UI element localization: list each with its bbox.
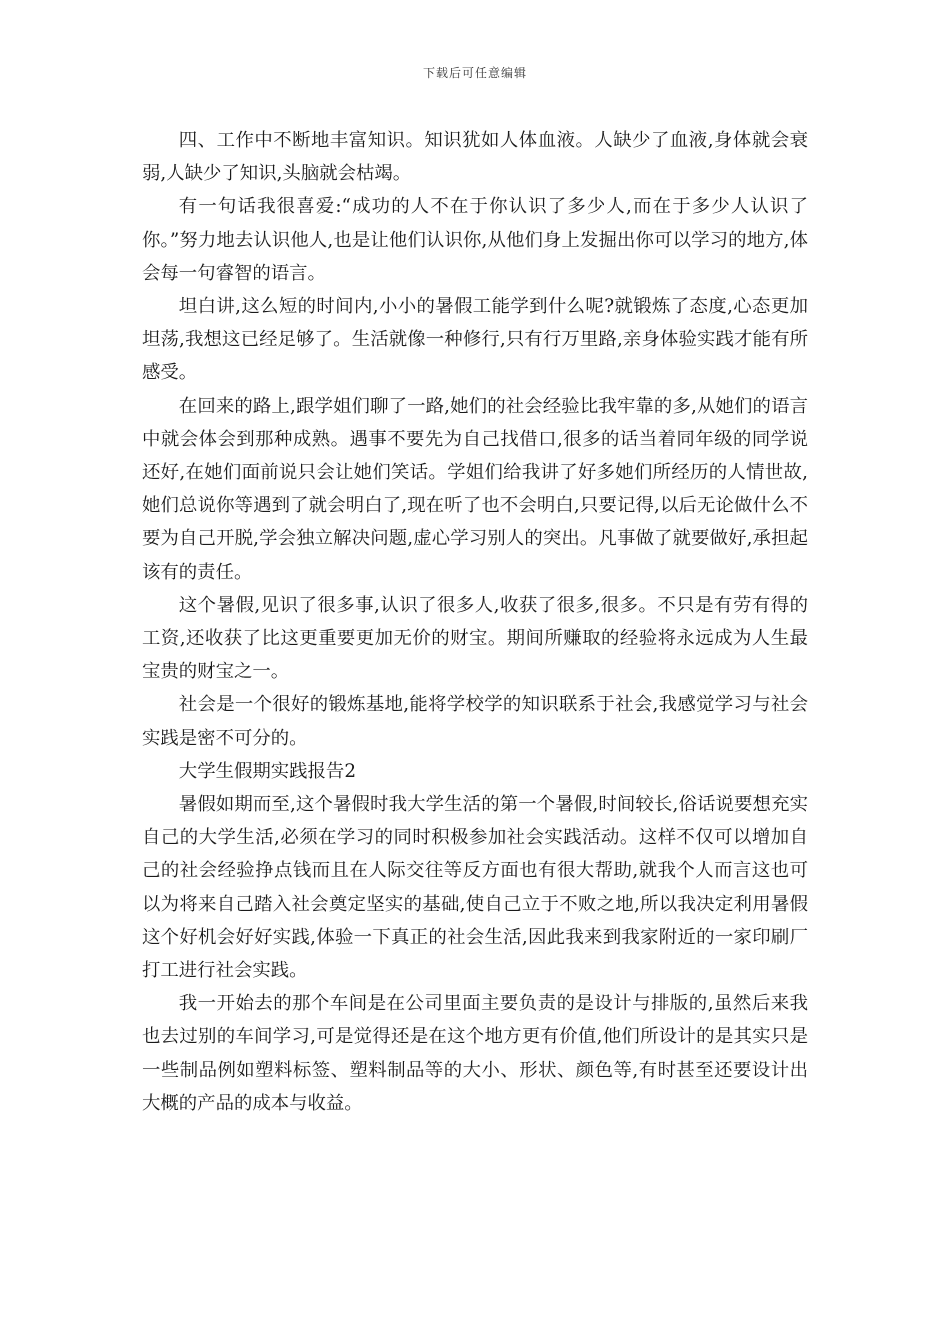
paragraph-summer-gains: 这个暑假,见识了很多事,认识了很多人,收获了很多,很多。不只是有劳有得的工资,还收获了比这更重要更加无价的财宝。期间所赚取的经验将永远成为人生最宝贵的财宝之一。	[142, 594, 808, 683]
document-body	[142, 124, 808, 1120]
section-title-report-2: 大学生假期实践报告2	[178, 760, 357, 782]
paragraph-knowledge: 四、工作中不断地丰富知识。知识犹如人体血液。人缺少了血液,身体就会衰弱,人缺少了知识,头脑就会枯竭。	[142, 130, 808, 185]
page-header-note: 下载后可任意编辑	[422, 66, 527, 80]
paragraph-quote: 有一句话我很喜爱:“成功的人不在于你认识了多少人,而在于多少人认识了你。”努力地去认识他人,也是让他们认识你,从他们身上发掘出你可以学习的地方,体会每一句睿智的语言。	[142, 196, 808, 284]
paragraph-workshop: 我一开始去的那个车间是在公司里面主要负责的是设计与排版的,虽然后来我也去过别的车间学习,可是觉得还是在这个地方更有价值,他们所设计的是其实只是一些制品例如塑料标签、塑料制品等的大小、形状、颜色等,有时甚至还要设计出大概的产品的成本与收益。	[142, 993, 808, 1114]
paragraph-senior-advice: 在回来的路上,跟学姐们聊了一路,她们的社会经验比我牢靠的多,从她们的语言中就会体会到那种成熟。遇事不要先为自己找借口,很多的话当着同年级的同学说还好,在她们面前说只会让她们笑话。学姐们给我讲了好多她们所经历的人情世故,她们总说你等遇到了就会明白了,现在听了也不会明白,只要记得,以后无论做什么不要为自己开脱,学会独立解决问题,虚心学习别人的突出。凡事做了就要做好,承担起该有的责任。	[142, 395, 808, 583]
paragraph-summer-job: 坦白讲,这么短的时间内,小小的暑假工能学到什么呢?就锻炼了态度,心态更加坦荡,我想这已经足够了。生活就像一种修行,只有行万里路,亲身体验实践才能有所感受。	[142, 296, 808, 384]
paragraph-society: 社会是一个很好的锻炼基地,能将学校学的知识联系于社会,我感觉学习与社会实践是密不可分的。	[142, 694, 808, 749]
paragraph-practice-intro: 暑假如期而至,这个暑假时我大学生活的第一个暑假,时间较长,俗话说要想充实自己的大学生活,必须在学习的同时积极参加社会实践活动。这样不仅可以增加自己的社会经验挣点钱而且在人际交往等反方面也有很大帮助,就我个人而言这也可以为将来自己踏入社会奠定坚实的基础,使自己立于不败之地,所以我决定利用暑假这个好机会好好实践,体验一下真正的社会生活,因此我来到我家附近的一家印刷厂打工进行社会实践。	[142, 794, 808, 982]
